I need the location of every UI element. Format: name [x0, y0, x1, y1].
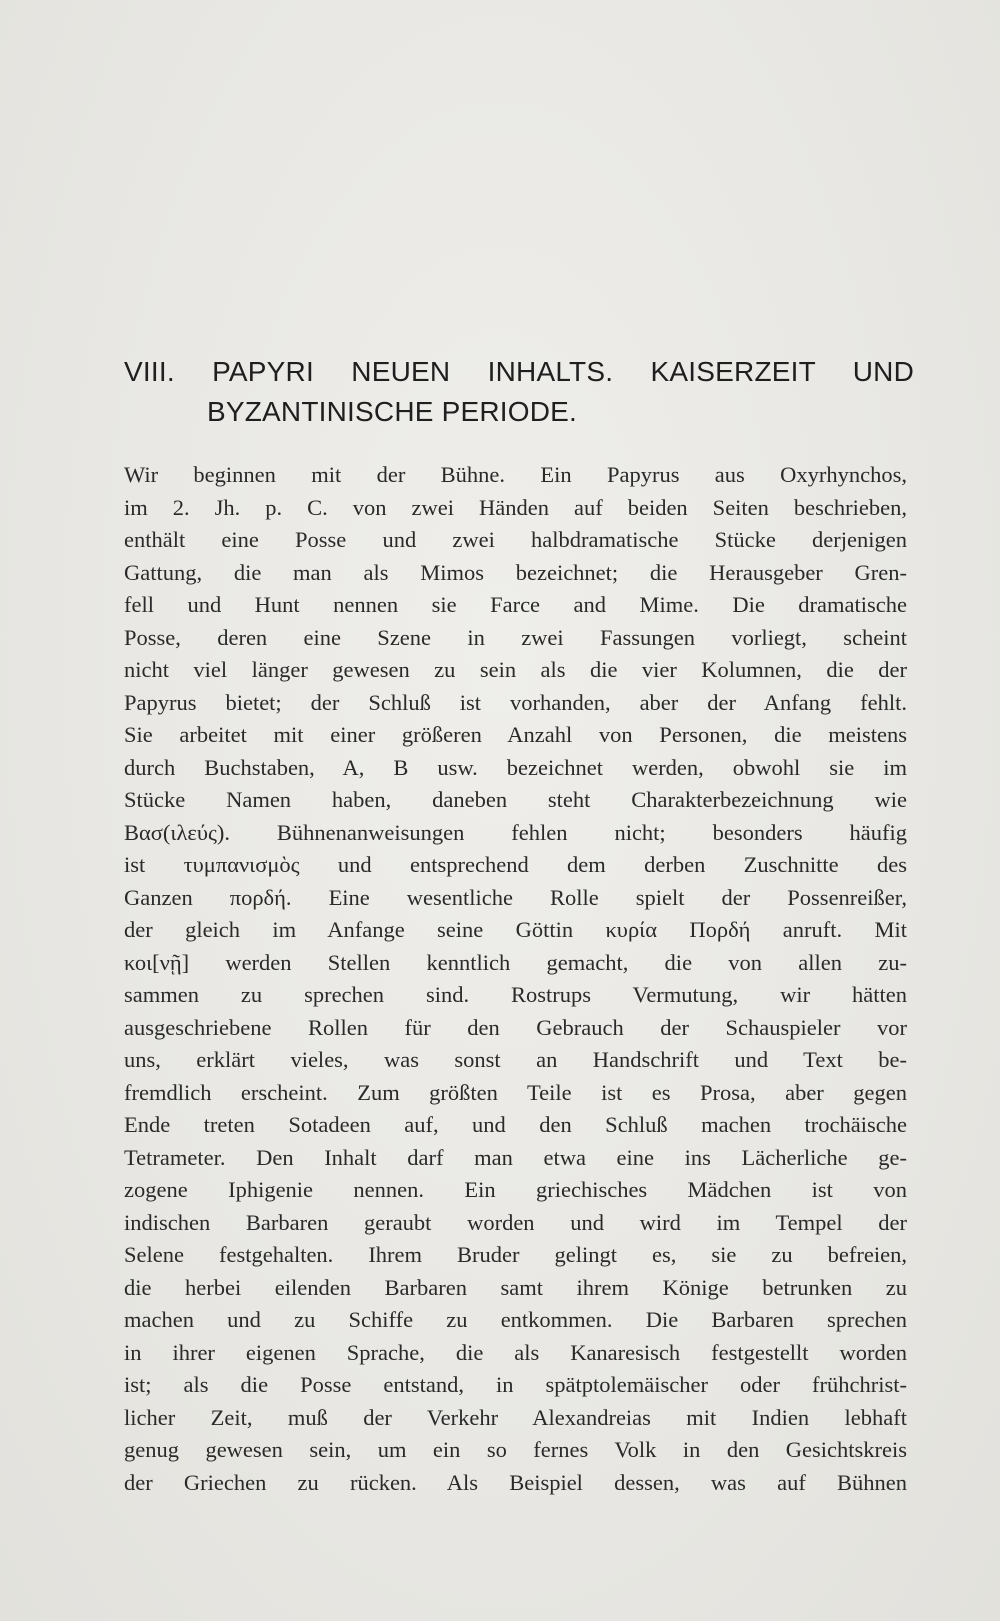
text-line: im 2. Jh. p. C. von zwei Händen auf beiden Seiten beschrieben,	[124, 494, 907, 520]
text-line: durch Buchstaben, A, B usw. bezeichnet werden, obwohl sie im	[124, 754, 907, 780]
chapter-heading	[124, 352, 914, 432]
text-line: enthält eine Posse und zwei halbdramatische Stücke derjenigen	[124, 527, 907, 552]
text-line: ist τυμπανισμὸς und entsprechend dem derben Zuschnitte des	[124, 852, 907, 877]
text-line: ausgeschriebene Rollen für den Gebrauch der Schauspieler vor	[124, 1014, 907, 1040]
text-line: κοι[νῇ] werden Stellen kenntlich gemacht, die von allen zu-	[124, 949, 907, 975]
text-line: Stücke Namen haben, daneben steht Charakterbezeichnung wie	[124, 787, 907, 812]
text-line: genug gewesen sein, um ein so fernes Volk in den Gesichtskreis	[124, 1437, 907, 1462]
text-line: Gattung, die man als Mimos bezeichnet; die Herausgeber Gren-	[124, 559, 907, 585]
text-line: machen und zu Schiffe zu entkommen. Die Barbaren sprechen	[124, 1307, 907, 1332]
text-line: Posse, deren eine Szene in zwei Fassungen vorliegt, scheint	[124, 624, 907, 650]
text-line: Papyrus bietet; der Schluß ist vorhanden, aber der Anfang fehlt.	[124, 689, 907, 715]
chapter-heading-line-1: VIII. PAPYRI NEUEN INHALTS. KAISERZEIT UND	[124, 356, 914, 387]
text-line: Sie arbeitet mit einer größeren Anzahl von Personen, die meistens	[124, 722, 907, 747]
text-line: sammen zu sprechen sind. Rostrups Vermutung, wir hätten	[124, 982, 907, 1007]
text-line: licher Zeit, muß der Verkehr Alexandreias mit Indien lebhaft	[124, 1404, 907, 1430]
text-line: Selene festgehalten. Ihrem Bruder gelingt es, sie zu befreien,	[124, 1242, 907, 1267]
chapter-heading-line-2: BYZANTINISCHE PERIODE.	[207, 396, 578, 427]
text-line: Wir beginnen mit der Bühne. Ein Papyrus aus Oxyrhynchos,	[124, 462, 907, 487]
text-line: Βασ(ιλεύς). Bühnenanweisungen fehlen nicht; besonders häufig	[124, 819, 907, 845]
body-paragraph	[124, 459, 907, 1499]
text-line: der gleich im Anfange seine Göttin κυρία Πορδή anruft. Mit	[124, 917, 907, 942]
text-line: fell und Hunt nennen sie Farce and Mime. Die dramatische	[124, 592, 907, 617]
text-line: indischen Barbaren geraubt worden und wird im Tempel der	[124, 1209, 907, 1235]
text-line: nicht viel länger gewesen zu sein als die vier Kolumnen, die der	[124, 657, 907, 682]
text-line: Ende treten Sotadeen auf, und den Schluß machen trochäische	[124, 1112, 907, 1137]
text-line: zogene Iphigenie nennen. Ein griechisches Mädchen ist von	[124, 1177, 907, 1202]
text-line: Ganzen πορδή. Eine wesentliche Rolle spielt der Possenreißer,	[124, 884, 907, 910]
text-line: ist; als die Posse entstand, in spätptolemäischer oder frühchrist-	[124, 1372, 907, 1397]
text-line: Tetrameter. Den Inhalt darf man etwa eine ins Lächerliche ge-	[124, 1144, 907, 1170]
text-line: fremdlich erscheint. Zum größten Teile ist es Prosa, aber gegen	[124, 1079, 907, 1105]
text-line: die herbei eilenden Barbaren samt ihrem Könige betrunken zu	[124, 1274, 907, 1300]
text-line: in ihrer eigenen Sprache, die als Kanaresisch festgestellt worden	[124, 1339, 907, 1365]
text-line: uns, erklärt vieles, was sonst an Handschrift und Text be-	[124, 1047, 907, 1072]
text-line: der Griechen zu rücken. Als Beispiel dessen, was auf Bühnen	[124, 1469, 907, 1495]
